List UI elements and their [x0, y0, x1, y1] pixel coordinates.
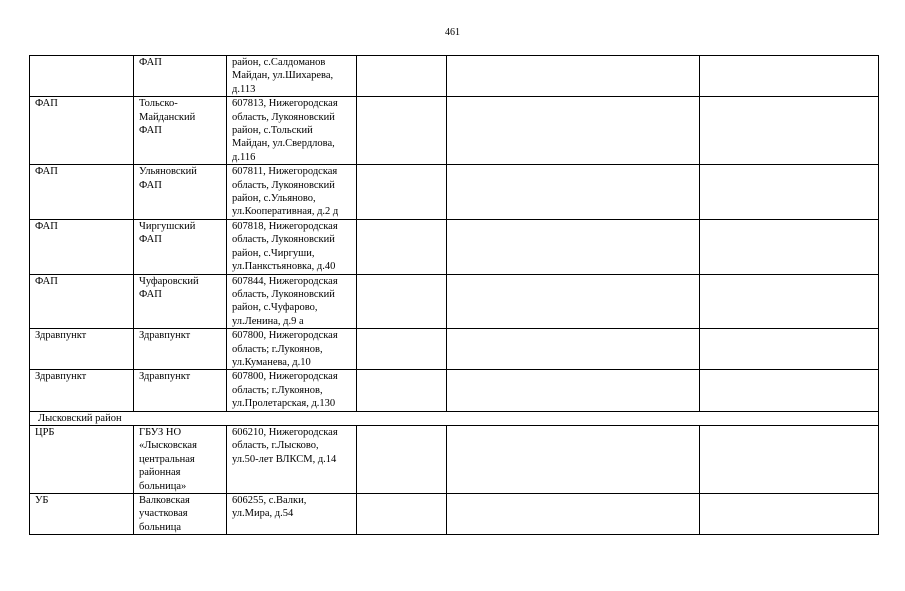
facility-name-cell-line: участковая: [139, 508, 188, 520]
facility-address-cell-line: район, с.Тольский: [232, 125, 313, 137]
facility-type-cell: [30, 165, 134, 220]
facility-name-cell: [134, 329, 227, 370]
facility-address-cell-line: ул.Мира, д.54: [232, 508, 294, 520]
facility-name-cell-line: Майданский: [139, 111, 196, 123]
facility-address-cell: [227, 165, 357, 220]
facility-address-cell-line: область; г.Лукоянов,: [232, 384, 323, 396]
facility-name-cell-line: ФАП: [139, 125, 162, 137]
table-row: [30, 274, 879, 329]
facility-type-cell-line: ЦРБ: [35, 426, 55, 438]
empty-cell: [700, 97, 879, 165]
table-row: [30, 425, 879, 493]
empty-cell: [447, 329, 700, 370]
table-row: [30, 97, 879, 165]
facility-address-cell-line: область, Лукояновский: [232, 179, 335, 191]
table-row: [30, 329, 879, 370]
facility-address-cell-line: район, с.Ульяново,: [232, 193, 316, 205]
facility-name-cell: [134, 219, 227, 274]
facility-name-cell-line: центральная: [139, 453, 195, 465]
facility-type-cell: [30, 97, 134, 165]
facility-type-cell-line: Здравпункт: [35, 330, 87, 342]
facility-name-cell: [134, 494, 227, 535]
empty-cell: [357, 219, 447, 274]
facility-type-cell: [30, 219, 134, 274]
empty-cell: [447, 274, 700, 329]
empty-cell: [357, 370, 447, 411]
facility-name-cell-line: ФАП: [139, 288, 162, 300]
district-row: [30, 411, 879, 425]
empty-cell: [447, 219, 700, 274]
facility-address-cell-line: 607818, Нижегородская: [232, 220, 338, 232]
district-name: Лысковский район: [30, 411, 879, 425]
facility-name-cell-line: Валковская: [139, 495, 190, 506]
table-row: [30, 219, 879, 274]
facility-address-cell-line: 606255, с.Валки,: [232, 495, 307, 506]
empty-cell: [357, 329, 447, 370]
facility-name-cell-line: ФАП: [139, 57, 162, 68]
facility-address-cell-line: ул.Кооперативная, д.2 д: [232, 206, 339, 218]
facility-type-cell: [30, 274, 134, 329]
empty-cell: [447, 56, 700, 97]
empty-cell: [700, 494, 879, 535]
empty-cell: [700, 274, 879, 329]
facility-address-cell-line: район, с.Салдоманов: [232, 57, 326, 68]
facility-type-cell: [30, 56, 134, 97]
facility-type-cell: [30, 494, 134, 535]
facility-type-cell-line: УБ: [35, 495, 49, 506]
facility-address-cell-line: район, с.Чиргуши,: [232, 247, 315, 259]
facility-address-cell-line: 606210, Нижегородская: [232, 426, 338, 438]
facility-address-cell-line: 607800, Нижегородская: [232, 330, 338, 342]
facility-address-cell-line: 607800, Нижегородская: [232, 371, 338, 383]
table-row: [30, 494, 879, 535]
facility-type-cell-line: ФАП: [35, 275, 58, 287]
page-number: 461: [445, 27, 460, 38]
facility-name-cell-line: Здравпункт: [139, 371, 191, 383]
facility-type-cell: [30, 425, 134, 493]
facility-address-cell: [227, 329, 357, 370]
facilities-table: [29, 55, 879, 535]
facility-address-cell-line: область; г.Лукоянов,: [232, 343, 323, 355]
facility-address-cell: [227, 97, 357, 165]
facility-address-cell-line: область, Лукояновский: [232, 111, 335, 123]
table-row: [30, 165, 879, 220]
facility-address-cell-line: ул.50-лет ВЛКСМ, д.14: [232, 453, 337, 465]
facility-address-cell-line: область, Лукояновский: [232, 234, 335, 246]
facility-address-cell: [227, 56, 357, 97]
facility-name-cell: [134, 56, 227, 97]
facility-address-cell: [227, 219, 357, 274]
empty-cell: [447, 494, 700, 535]
facility-address-cell-line: д.116: [232, 151, 256, 163]
facility-address-cell: [227, 370, 357, 411]
empty-cell: [357, 165, 447, 220]
empty-cell: [700, 329, 879, 370]
empty-cell: [700, 370, 879, 411]
facility-name-cell-line: Тольско-: [139, 98, 178, 110]
facility-address-cell-line: д.113: [232, 83, 256, 95]
empty-cell: [357, 56, 447, 97]
empty-cell: [447, 370, 700, 411]
facility-type-cell: [30, 370, 134, 411]
facility-name-cell-line: ФАП: [139, 234, 162, 246]
facility-address-cell-line: район, с.Чуфарово,: [232, 302, 318, 314]
empty-cell: [357, 274, 447, 329]
empty-cell: [700, 219, 879, 274]
facility-address-cell-line: ул.Куманева, д.10: [232, 356, 311, 368]
facility-address-cell: [227, 274, 357, 329]
facility-name-cell-line: Ульяновский: [139, 166, 197, 178]
facility-address-cell-line: Майдан, ул.Шихарева,: [232, 70, 334, 82]
facility-name-cell-line: ФАП: [139, 179, 162, 191]
empty-cell: [357, 494, 447, 535]
facility-name-cell-line: больница: [139, 521, 181, 533]
facility-address-cell: [227, 425, 357, 493]
facility-address-cell-line: 607844, Нижегородская: [232, 275, 338, 287]
table-row: [30, 56, 879, 97]
facility-address-cell-line: ул.Панкстьяновка, д.40: [232, 261, 336, 273]
facility-name-cell-line: Здравпункт: [139, 330, 191, 342]
facility-type-cell-line: ФАП: [35, 220, 58, 232]
facility-type-cell: [30, 329, 134, 370]
table-row: [30, 370, 879, 411]
facility-name-cell-line: ГБУЗ НО: [139, 426, 182, 438]
facility-address-cell-line: 607811, Нижегородская: [232, 166, 338, 178]
facility-address-cell: [227, 494, 357, 535]
empty-cell: [700, 56, 879, 97]
facility-address-cell-line: ул.Ленина, д.9 а: [232, 315, 304, 327]
facility-name-cell-line: больница»: [139, 480, 187, 492]
empty-cell: [447, 97, 700, 165]
empty-cell: [357, 97, 447, 165]
empty-cell: [357, 425, 447, 493]
facility-name-cell: [134, 370, 227, 411]
facility-type-cell-line: Здравпункт: [35, 371, 87, 383]
facility-name-cell-line: районная: [139, 467, 181, 479]
facility-type-cell-line: ФАП: [35, 98, 58, 110]
facility-name-cell-line: Чуфаровский: [139, 275, 199, 287]
facility-type-cell-line: ФАП: [35, 166, 58, 178]
empty-cell: [700, 425, 879, 493]
facility-name-cell: [134, 425, 227, 493]
facility-address-cell-line: область, г.Лысково,: [232, 440, 319, 452]
facility-address-cell-line: область, Лукояновский: [232, 288, 335, 300]
facility-address-cell-line: ул.Пролетарская, д.130: [232, 398, 336, 410]
facility-name-cell: [134, 165, 227, 220]
empty-cell: [447, 165, 700, 220]
facility-name-cell: [134, 274, 227, 329]
facility-address-cell-line: 607813, Нижегородская: [232, 98, 338, 110]
empty-cell: [700, 165, 879, 220]
empty-cell: [447, 425, 700, 493]
facility-name-cell: [134, 97, 227, 165]
facility-name-cell-line: Чиргушский: [139, 220, 196, 232]
facility-name-cell-line: «Лысковская: [139, 440, 197, 452]
facility-address-cell-line: Майдан, ул.Свердлова,: [232, 138, 335, 150]
table-body: [30, 56, 879, 535]
